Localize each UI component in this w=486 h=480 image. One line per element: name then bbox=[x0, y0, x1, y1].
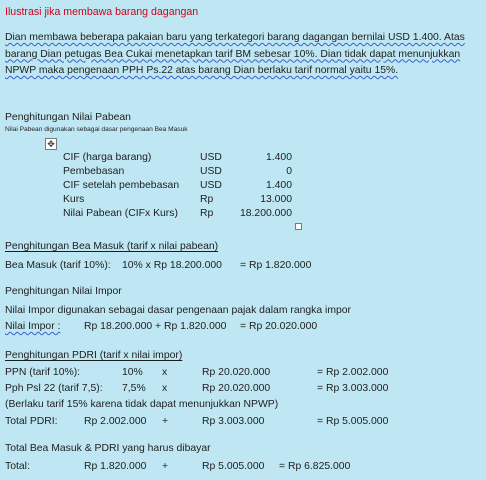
bea-masuk-heading: Penghitungan Bea Masuk (tarif x nilai pabean) bbox=[5, 241, 219, 252]
pdri-row-label: Pph Psl 22 (tarif 7,5): bbox=[5, 383, 103, 394]
nilai-pabean-heading: Penghitungan Nilai Pabean bbox=[5, 112, 131, 123]
total-b: Rp 5.005.000 bbox=[202, 461, 265, 472]
row-unit: USD bbox=[200, 166, 222, 177]
pdri-row-label: PPN (tarif 10%): bbox=[5, 367, 81, 378]
nilai-impor-result: = Rp 20.020.000 bbox=[240, 321, 318, 332]
pdri-heading: Penghitungan PDRI (tarif x nilai impor) bbox=[5, 350, 183, 361]
row-value: 0 bbox=[286, 166, 292, 177]
table-move-handle-icon[interactable]: ✥ bbox=[45, 138, 57, 150]
row-unit: Rp bbox=[200, 194, 214, 205]
total-op: + bbox=[162, 461, 169, 472]
total-label: Total: bbox=[5, 461, 30, 472]
row-label: Pembebasan bbox=[63, 166, 125, 177]
total-a: Rp 1.820.000 bbox=[84, 461, 147, 472]
intro-paragraph bbox=[5, 30, 475, 80]
bea-masuk-label: Bea Masuk (tarif 10%): bbox=[5, 260, 111, 271]
nilai-impor-label: Nilai Impor : bbox=[5, 321, 61, 332]
row-unit: Rp bbox=[200, 208, 214, 219]
row-label: Nilai Pabean (CIFx Kurs) bbox=[63, 208, 178, 219]
row-value: 18.200.000 bbox=[239, 208, 292, 219]
row-unit: USD bbox=[200, 152, 222, 163]
row-label: CIF setelah pembebasan bbox=[63, 180, 180, 191]
pdri-total-b: Rp 3.003.000 bbox=[202, 416, 265, 427]
row-unit: USD bbox=[200, 180, 222, 191]
nilai-impor-heading: Penghitungan Nilai Impor bbox=[5, 286, 122, 297]
table-resize-handle[interactable] bbox=[295, 223, 302, 230]
row-value: 1.400 bbox=[265, 152, 292, 163]
nilai-pabean-note: Nilai Pabean digunakan sebagai dasar pengenaan Bea Masuk bbox=[5, 126, 188, 133]
pdri-row-base: Rp 20.020.000 bbox=[202, 367, 271, 378]
pdri-total-result: = Rp 5.005.000 bbox=[317, 416, 389, 427]
pdri-total-a: Rp 2.002.000 bbox=[84, 416, 147, 427]
pdri-note: (Berlaku tarif 15% karena tidak dapat menunjukkan NPWP) bbox=[5, 399, 279, 410]
nilai-impor-calc: Rp 18.200.000 + Rp 1.820.000 bbox=[84, 321, 227, 332]
pdri-total-op: + bbox=[162, 416, 169, 427]
pdri-row-op: x bbox=[162, 367, 168, 378]
intro-paragraph-text: Dian membawa beberapa pakaian baru yang terkategori barang dagangan bernilai USD 1.400. Atas barang Dian petugas Bea Cukai menetapkan tarif BM sebesar 10%. Dian tidak dapat menunjukkan NPWP maka pengenaan PPH Ps.22 atas barang Dian berlaku tarif normal yaitu 15%. bbox=[5, 32, 465, 76]
pdri-row-rate: 10% bbox=[122, 367, 143, 378]
pdri-total-label: Total PDRI: bbox=[5, 416, 58, 427]
pdri-row-result: = Rp 2.002.000 bbox=[317, 367, 389, 378]
pdri-row-op: x bbox=[162, 383, 168, 394]
bea-masuk-calc: 10% x Rp 18.200.000 bbox=[122, 260, 222, 271]
pdri-row-result: = Rp 3.003.000 bbox=[317, 383, 389, 394]
total-heading: Total Bea Masuk & PDRI yang harus dibayar bbox=[5, 443, 211, 454]
document-title: Ilustrasi jika membawa barang dagangan bbox=[5, 6, 199, 18]
row-label: Kurs bbox=[63, 194, 85, 205]
total-result: = Rp 6.825.000 bbox=[279, 461, 351, 472]
row-value: 13.000 bbox=[260, 194, 292, 205]
row-label: CIF (harga barang) bbox=[63, 152, 152, 163]
row-value: 1.400 bbox=[265, 180, 292, 191]
pdri-row-rate: 7,5% bbox=[122, 383, 146, 394]
nilai-impor-desc: Nilai Impor digunakan sebagai dasar pengenaan pajak dalam rangka impor bbox=[5, 305, 351, 316]
pdri-row-base: Rp 20.020.000 bbox=[202, 383, 271, 394]
bea-masuk-result: = Rp 1.820.000 bbox=[240, 260, 312, 271]
